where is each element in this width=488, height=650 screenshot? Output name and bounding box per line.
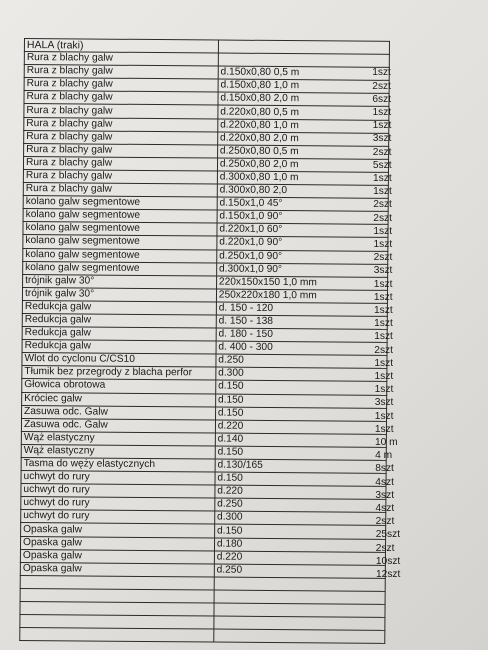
item-name-cell: Rura z blachy galw [24,52,218,67]
item-quantity: 2szt [373,212,392,224]
item-name-cell: kolano galw segmentowe [23,196,217,211]
item-name-cell: Rura z blachy galw [24,78,218,93]
item-quantity: 3szt [373,265,393,277]
item-name-cell: Opaska galw [20,562,214,577]
item-name-cell: Wąż elastyczny [21,444,215,459]
item-name-cell: Tasma do węży elastycznych [21,457,215,472]
item-name-cell: Opaska galw [21,523,215,538]
item-size-cell: d. 400 - 300 [216,341,387,355]
item-quantity: 1szt [374,371,394,382]
item-size-cell: d.250 [214,564,385,578]
item-quantity: 10 m [375,437,398,448]
item-quantity: 25szt [375,529,401,541]
item-quantity: 5szt [372,159,392,171]
item-name-cell: Opaska galw [20,536,214,551]
item-name-cell: Redukcja galw [22,340,216,355]
item-size-cell [218,53,389,67]
item-size-cell: d.250x0,80 2,0 m [217,158,388,172]
table-title: HALA (traki) [24,39,218,54]
item-name-cell: uchwyt do rury [21,497,215,512]
item-name-cell: Redukcja galw [22,300,216,315]
item-quantity: 4szt [375,503,395,514]
item-name-cell: kolano galw segmentowe [23,222,217,237]
item-name-cell: Opaska galw [20,549,214,564]
item-size-cell: d.220x1,0 90° [217,236,388,250]
item-quantity: 1szt [373,278,393,290]
item-quantity: 1szt [374,423,394,435]
item-name-cell: kolano galw segmentowe [23,209,217,224]
item-quantity: 2szt [372,80,391,92]
item-name-cell: uchwyt do rury [21,510,215,525]
item-size-cell: d.180 [214,538,385,552]
item-quantity: 1szt [374,331,393,343]
item-size-cell: d.220 [215,485,386,499]
item-quantity: 3szt [374,397,394,409]
item-size-cell: d.220 [214,551,385,565]
item-quantity: 2szt [373,252,393,264]
item-size-cell: d.220x0,80 0,5 m [218,105,389,119]
item-size-cell [214,577,385,591]
item-quantity: 4 m [375,450,393,462]
item-size-cell: d.150x1,0 90° [217,210,388,224]
item-quantity: 3szt [375,489,395,501]
item-name-cell: Rura z blachy galw [24,91,218,106]
item-name-cell [20,628,214,643]
item-name-cell: Rura z blachy galw [24,117,218,132]
item-quantity: 1szt [372,107,392,118]
item-size-cell [214,629,385,643]
item-size-cell: d.140 [215,433,386,447]
item-quantity: 12szt [376,569,401,580]
materials-table [19,38,393,644]
item-size-cell [214,616,385,630]
item-size-cell [214,603,385,617]
item-quantity: 3szt [372,133,392,145]
item-name-cell: Głowica obrotowa [22,379,216,394]
item-name-cell: uchwyt do rury [21,484,215,499]
item-quantity: 1szt [373,291,393,303]
item-name-cell: Zasuwa odc. Galw [22,405,216,420]
item-name-cell: trójnik galw 30° [23,274,217,289]
item-quantity: 1szt [374,318,393,330]
item-name-cell: Rura z blachy galw [24,65,218,80]
item-size-cell: d.250 [215,498,386,512]
item-name-cell: Rura z blachy galw [23,169,217,184]
item-quantity: 1szt [374,384,394,396]
item-quantity: 1szt [374,410,394,422]
item-size-cell: d.300x0,80 1,0 m [217,171,388,185]
item-size-cell: d.300 [216,367,387,381]
item-size-cell: d.150 [215,446,386,460]
item-name-cell: Rura z blachy galw [24,130,218,145]
item-name-cell: Wąż elastyczny [21,431,215,446]
item-size-cell [214,590,385,604]
item-name-cell: uchwyt do rury [21,471,215,486]
item-name-cell: Redukcja galw [22,327,216,342]
item-size-cell: d.300x1,0 90° [216,263,387,277]
item-size-cell: d.220x1,0 60° [217,223,388,237]
item-size-cell: d. 150 - 138 [216,315,387,329]
item-quantity: 2szt [373,199,392,211]
item-size-cell: d. 150 - 120 [216,302,387,316]
item-name-cell: trójnik galw 30° [22,287,216,302]
item-size-cell: d.150x1,0 45° [217,197,388,211]
item-quantity: 2szt [374,344,393,356]
item-size-cell: d.250 [216,354,387,368]
item-name-cell: Tłumik bez przegrody z blacha perfor [22,366,216,381]
item-quantity: 2szt [372,146,392,158]
item-quantity: 1szt [374,357,394,369]
item-quantity: 1szt [372,120,392,132]
item-size-cell: d.150 [214,524,385,538]
item-size-cell: d.130/165 [215,459,386,473]
item-quantity: 1szt [374,305,393,316]
item-quantity: 1szt [373,173,392,184]
item-quantity: 1szt [372,67,391,79]
item-size-cell: d.300x0,80 2,0 [217,184,388,198]
item-name-cell: Rura z blachy galw [23,156,217,171]
item-size-cell: d.150x0,80 0,5 m [218,66,389,80]
item-quantity: 2szt [375,516,395,528]
item-name-cell: Króciec galw [22,392,216,407]
item-quantity: 1szt [373,225,393,237]
item-size-cell: d.150 [215,407,386,421]
item-name-cell: kolano galw segmentowe [23,248,217,263]
item-name-cell: kolano galw segmentowe [23,235,217,250]
item-size-cell: d.250x1,0 90° [217,250,388,264]
item-size-cell: d.150 [216,380,387,394]
item-size-cell: d.250x0,80 0,5 m [217,145,388,159]
table-header-empty-cell [218,40,389,54]
item-name-cell: Rura z blachy galw [24,143,218,158]
item-size-cell: d.150x0,80 2,0 m [218,92,389,106]
item-size-cell: d.150x0,80 1,0 m [218,79,389,93]
item-size-cell: 220x150x150 1,0 mm [216,276,387,290]
item-name-cell: Zasuwa odc. Galw [21,418,215,433]
item-quantity: 2szt [375,542,395,554]
item-name-cell: Redukcja galw [22,313,216,328]
item-name-cell: Wlot do cyclonu C/CS10 [22,353,216,368]
item-size-cell: 250x220x180 1,0 mm [216,289,387,303]
item-quantity: 10szt [375,555,401,567]
item-size-cell: d. 180 - 150 [216,328,387,342]
item-name-cell: kolano galw segmentowe [23,261,217,276]
item-quantity: 4szt [375,476,394,488]
item-size-cell: d.220x0,80 2,0 m [217,132,388,146]
item-quantity: 8szt [375,463,394,475]
item-quantity: 1szt [373,239,393,250]
item-quantity: 1szt [373,186,392,198]
item-name-cell: Rura z blachy galw [23,183,217,198]
item-size-cell: d.150 [215,394,386,408]
item-size-cell: d.300 [215,511,386,525]
item-size-cell: d.220 [215,420,386,434]
item-quantity: 6szt [372,93,392,105]
item-size-cell: d.220x0,80 1,0 m [218,119,389,133]
item-name-cell: Rura z blachy galw [24,104,218,119]
table-row [20,628,385,644]
item-size-cell: d.150 [215,472,386,486]
